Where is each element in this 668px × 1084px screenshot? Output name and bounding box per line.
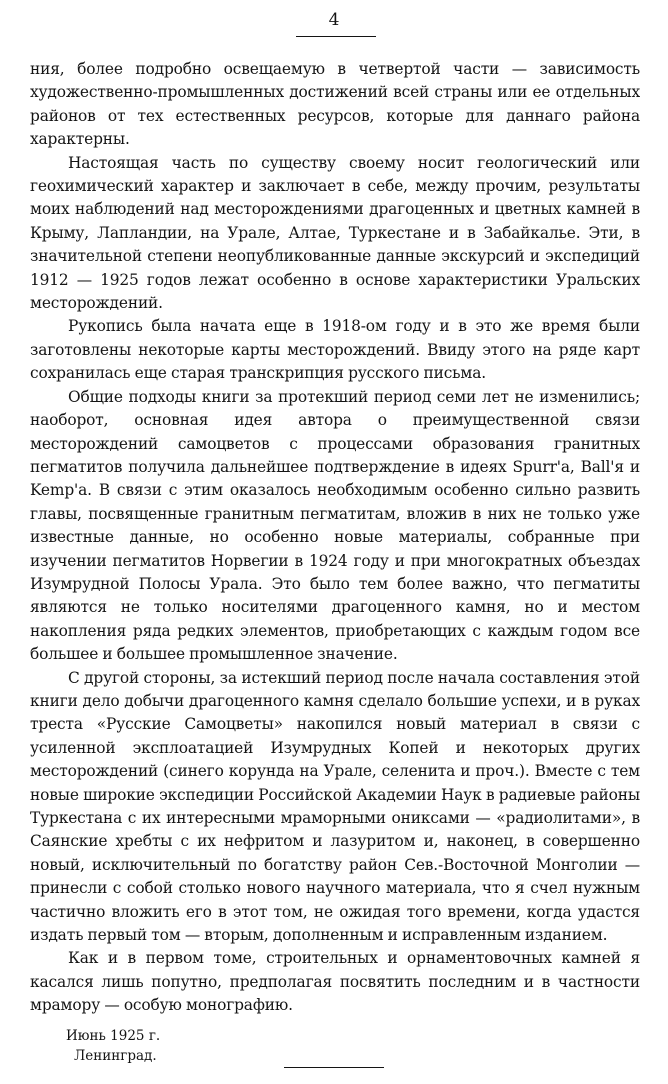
signature-date: Июнь 1925 г. bbox=[66, 1028, 161, 1044]
signature-city: Ленинград. bbox=[74, 1048, 157, 1064]
paragraph-5: С другой стороны, за истекший период после начала составления этой книги дело добычи драгоценного камня сделало большие успехи, и в руках треста «Русские Самоцветы» накопился новый материал в связи с усиленной эксплоатацией Изумрудных Копей и некоторых других месторождений (синего корунда на Урале, селенита и проч.). Вместе с тем новые широкие экспедиции Российской Академии Наук в радиевые районы Туркестана с их интересными мраморными ониксами — «радиолитами», в Саянские хребты с их нефритом и лазуритом и, наконец, в совершенно новый, исключительный по богатству район Сев.-Восточной Монголии — принесли с собой столько нового научного материала, что я счел нужным частично вложить его в этот том, не ожидая того времени, когда удастся издать первый том — вторым, дополненным и исправленным изданием. bbox=[30, 668, 640, 945]
paragraph-3: Рукопись была начата еще в 1918-ом году и в это же время были заготовлены некоторые карты месторождений. Ввиду этого на ряде карт сохранилась еще старая транскрипция русского письма. bbox=[30, 317, 640, 383]
paragraph-6: Как и в первом томе, строительных и орнаментовочных камней я касался лишь попутно, предполагая посвятить последним и в частности мрамору — особую монографию. bbox=[30, 949, 640, 1015]
footer-rule bbox=[284, 1067, 384, 1068]
body-text bbox=[30, 58, 640, 1018]
paragraph-4: Общие подходы книги за протекший период семи лет не изменились; наоборот, основная идея автора о преимущественной связи месторождений самоцветов с процессами образования гранитных пегматитов получила дальнейшее подтверждение в идеях Spurr'а, Ball'я и Kemp'а. В связи с этим оказалось необходимым особенно сильно развить главы, посвященные гранитным пегматитам, вложив в них не только уже известные данные, но особенно новые материалы, собранные при изучении пегматитов Норвегии в 1924 году и при многократных объездах Изумрудной Полосы Урала. Это было тем более важно, что пегматиты являются не только носителями драгоценного камня, но и местом накопления ряда редких элементов, приобретающих с каждым годом все большее и большее промышленное значение. bbox=[30, 387, 640, 664]
paragraph-2: Настоящая часть по существу своему носит геологический или геохимический характер и заключает в себе, между прочим, результаты моих наблюдений над месторождениями драгоценных и цветных камней в Крыму, Лапландии, на Урале, Алтае, Туркестане и в Забайкалье. Эти, в значительной степени неопубликованные данные экскурсий и экспедиций 1912 — 1925 годов лежат особенно в основе характеристики Уральских месторождений. bbox=[30, 153, 640, 313]
signature-block bbox=[66, 1026, 160, 1066]
page-number: 4 bbox=[328, 10, 340, 30]
header-rule bbox=[296, 36, 376, 37]
paragraph-1: ния, более подробно освещаемую в четвертой части — зависимость художественно-промышленных достижений всей страны или ее отдельных районов от тех естественных ресурсов, которые для даннаго района характерны. bbox=[30, 60, 640, 149]
